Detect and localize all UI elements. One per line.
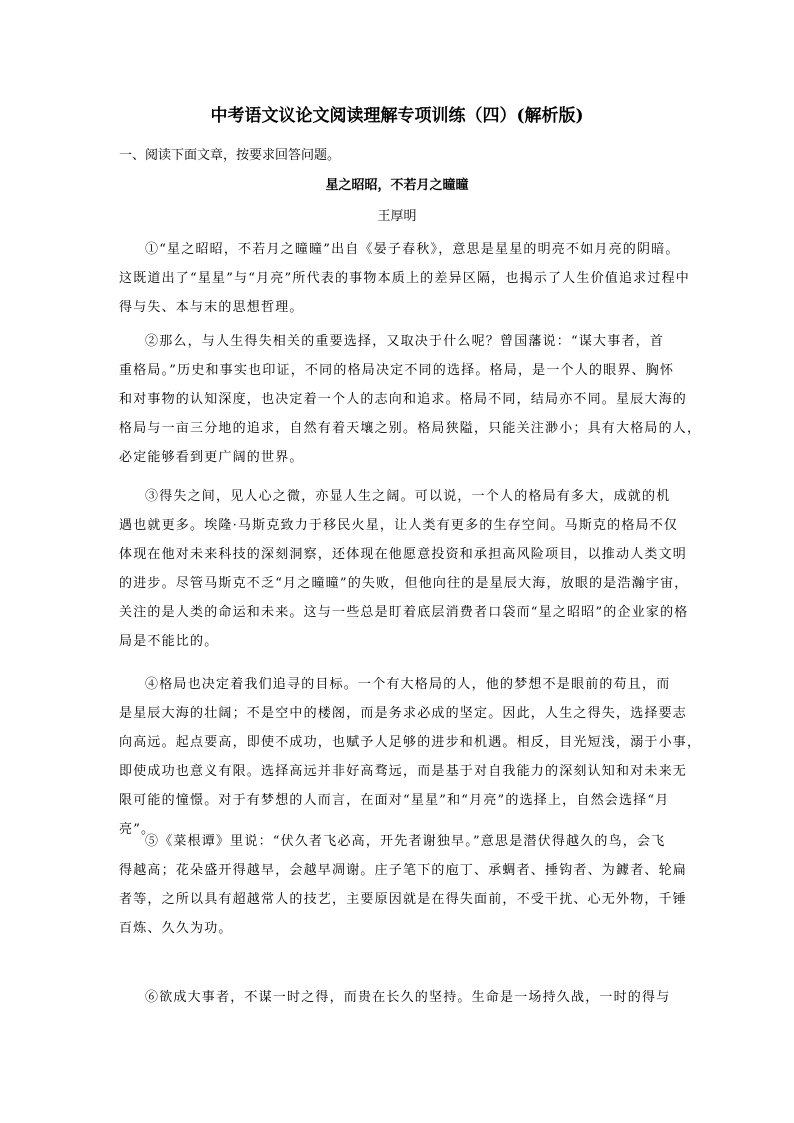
paragraph-line: 体现在他对未来科技的深刻洞察，还体现在他愿意投资和承担高风险项目，以推动人类文明 — [119, 547, 688, 562]
paragraph-line: 必定能够看到更广阔的世界。 — [119, 450, 304, 465]
paragraph-5 — [119, 827, 688, 943]
paragraph-line: ④格局也决定着我们追寻的目标。一个有大格局的人，他的梦想不是眼前的苟且，而 — [145, 677, 671, 692]
paragraph-line: 格局与一亩三分地的追求，自然有着天壤之别。格局狭隘，只能关注渺小；具有大格局的人， — [119, 421, 702, 436]
paragraph-line: 是星辰大海的壮阔；不是空中的楼阁，而是务求必成的坚定。因此，人生之得失，选择要志 — [119, 706, 688, 721]
document-title: 中考语文议论文阅读理解专项训练（四）(解析版) — [210, 106, 584, 126]
paragraph-6 — [119, 983, 675, 1012]
paragraph-line: ③得失之间，见人心之微，亦显人生之阔。可以说，一个人的格局有多大，成就的机 — [145, 489, 671, 504]
paragraph-line: 的进步。尽管马斯克不乏“月之曈曈”的失败，但他向往的是星辰大海，放眼的是浩瀚宇宙， — [119, 576, 689, 591]
paragraph-line: 限可能的憧憬。对于有梦想的人而言，在面对“星星”和“月亮”的选择上，自然会选择“月 — [119, 793, 670, 808]
paragraph-line: ①“星之昭昭，不若月之曈曈”出自《晏子春秋》，意思是星星的明亮不如月亮的阴暗。 — [145, 242, 680, 257]
paragraph-line: 重格局。”历史和事实也印证，不同的格局决定不同的选择。格局，是一个人的眼界、胸怀 — [119, 363, 675, 378]
question-instruction: 一、阅读下面文章，按要求回答问题。 — [119, 148, 341, 163]
article-title: 星之昭昭，不若月之曈曈 — [325, 178, 469, 193]
paragraph-line: ②那么，与人生得失相关的重要选择，又取决于什么呢？曾国藩说：“谋大事者，首 — [145, 334, 665, 349]
paragraph-line: 遇也就更多。埃隆·马斯克致力于移民火星，让人类有更多的生存空间。马斯克的格局不仅 — [119, 518, 679, 533]
paragraph-line: 向高远。起点要高，即使不成功，也赋予人足够的进步和机遇。相反，目光短浅，溺于小事， — [119, 735, 702, 750]
paragraph-2 — [119, 327, 702, 472]
paragraph-line: 关注的是人类的命运和未来。这与一些总是盯着底层消费者口袋而“星之昭昭”的企业家的格 — [119, 605, 689, 620]
paragraph-line: 得越高；花朵盛开得越早，会越早凋谢。庄子笔下的庖丁、承蜩者、捶钩者、为鐻者、轮扁 — [119, 863, 688, 878]
paragraph-1 — [119, 235, 690, 322]
article-author: 王厚明 — [377, 209, 417, 224]
paragraph-line: 和对事物的认知深度，也决定着一个人的志向和追求。格局不同，结局亦不同。星辰大海的 — [119, 392, 688, 407]
paragraph-line: 局是不能比的。 — [119, 634, 219, 649]
paragraph-line: ⑤《菜根谭》里说：“伏久者飞必高，开先者谢独早。”意思是潜伏得越久的鸟，会飞 — [145, 834, 666, 849]
paragraph-line: 即使成功也意义有限。选择高远并非好高骛远，而是基于对自我能力的深刻认知和对未来无 — [119, 764, 688, 779]
paragraph-line: 百炼、久久为功。 — [119, 921, 233, 936]
paragraph-line: 这既道出了“星星”与“月亮”所代表的事物本质上的差异区隔，也揭示了人生价值追求过程中 — [119, 271, 690, 286]
paragraph-line: 亮”。 — [119, 822, 156, 837]
paragraph-line: 者等，之所以具有超越常人的技艺，主要原因就是在得失面前，不受干扰、心无外物，千锤 — [119, 892, 688, 907]
paragraph-line: 得与失、本与末的思想哲理。 — [119, 300, 304, 315]
paragraph-4 — [119, 670, 702, 844]
paragraph-3 — [119, 482, 689, 656]
paragraph-line: ⑥欲成大事者，不谋一时之得，而贵在长久的坚持。生命是一场持久战，一时的得与 — [145, 990, 671, 1005]
